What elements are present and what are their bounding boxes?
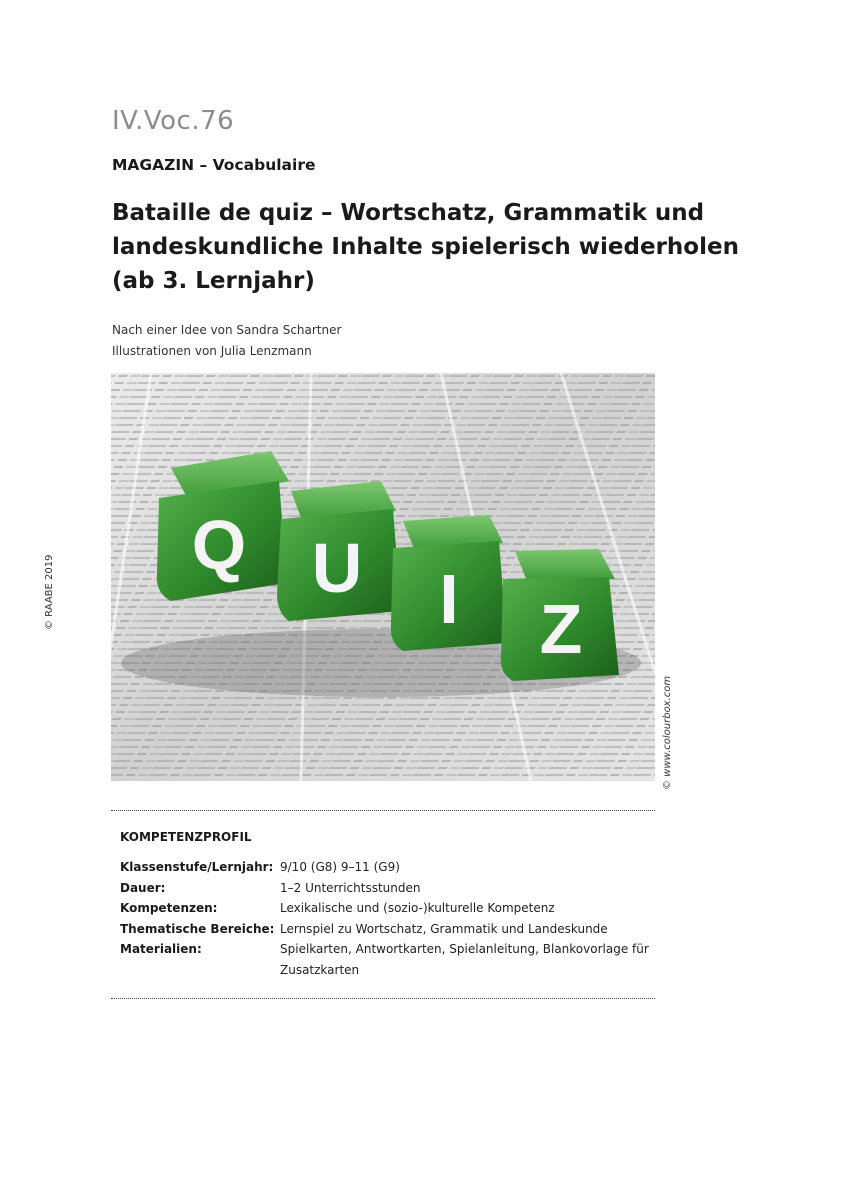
profile-value: Spielkarten, Antwortkarten, Spielanleitung, Blankovorlage für Zusatzkarten	[280, 942, 649, 977]
quiz-dice-image	[111, 373, 655, 781]
profile-label: Thematische Bereiche:	[120, 921, 275, 936]
competence-profile-table	[120, 857, 650, 980]
profile-label: Dauer:	[120, 880, 166, 895]
copyright-note: © RAABE 2019	[44, 554, 55, 630]
profile-row	[120, 857, 650, 878]
profile-label: Kompetenzen:	[120, 901, 218, 915]
profile-value: Lexikalische und (sozio-)kulturelle Kompetenz	[280, 901, 555, 915]
profile-value: Lernspiel zu Wortschatz, Grammatik und Landeskunde	[280, 921, 608, 936]
profile-label: Klassenstufe/Lernjahr:	[120, 860, 274, 874]
document-code: IV.Voc.76	[112, 106, 235, 136]
quiz-dice-illustration	[111, 373, 655, 781]
illustration-credit: Illustrationen von Julia Lenzmann	[112, 344, 312, 358]
die-letter: Z	[539, 590, 583, 668]
profile-row	[120, 898, 650, 919]
divider-bottom	[111, 998, 655, 999]
photo-credit: © www.colourbox.com	[662, 675, 673, 790]
idea-credit: Nach einer Idee von Sandra Schartner	[112, 323, 342, 337]
title-line: landeskundliche Inhalte spielerisch wiederholen	[112, 234, 739, 260]
document-title	[112, 196, 739, 298]
profile-value: 1–2 Unterrichtsstunden	[280, 880, 421, 895]
die-letter: Q	[191, 506, 247, 584]
profile-row	[120, 919, 650, 940]
die-letter: I	[439, 560, 459, 638]
profile-label: Materialien:	[120, 942, 202, 956]
profile-row	[120, 939, 650, 980]
title-line: Bataille de quiz – Wortschatz, Grammatik und	[112, 200, 705, 226]
credits	[112, 320, 341, 362]
title-line: (ab 3. Lernjahr)	[112, 268, 315, 294]
profile-title: KOMPETENZPROFIL	[120, 830, 252, 844]
profile-value: 9/10 (G8) 9–11 (G9)	[280, 860, 400, 874]
divider-top	[111, 810, 655, 811]
profile-row	[120, 878, 650, 899]
die-letter: U	[311, 529, 363, 607]
section-label: MAGAZIN – Vocabulaire	[112, 156, 316, 174]
